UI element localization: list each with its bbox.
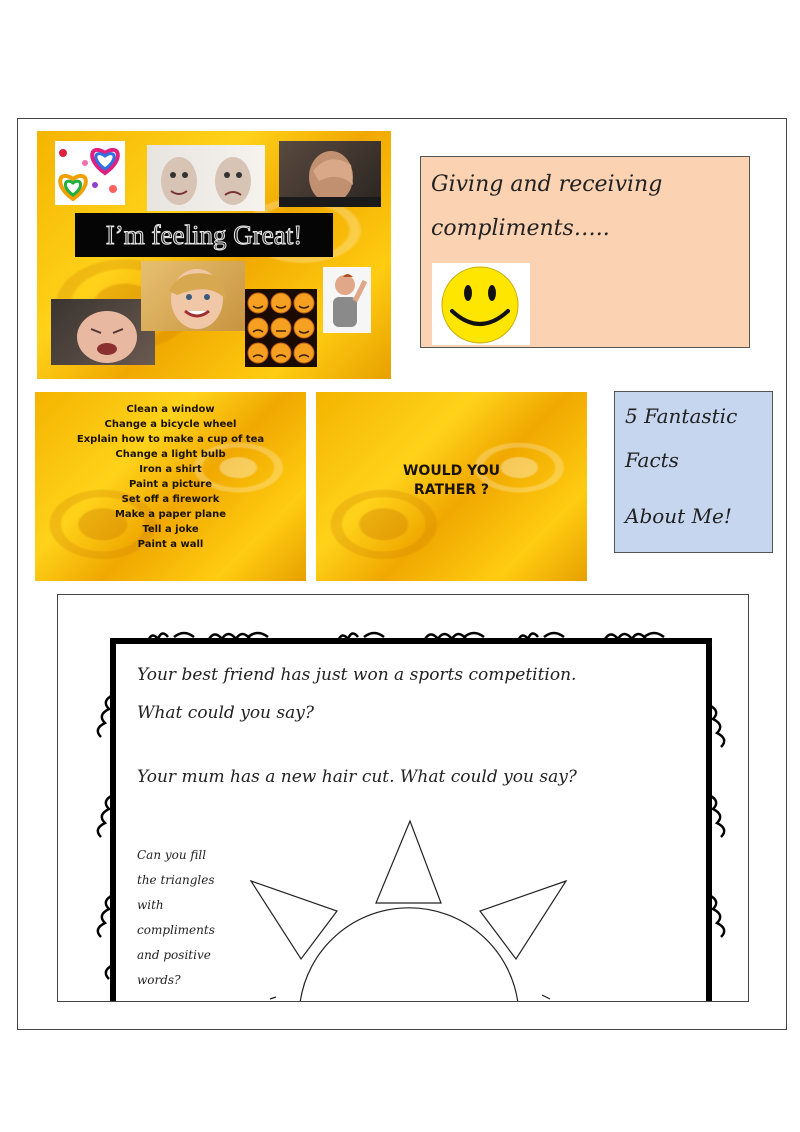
compliments-title: Giving and receiving compliments….. [431,172,663,241]
task-list-slide [35,392,306,581]
triangle-instructions [137,843,215,993]
list-item: Explain how to make a cup of tea [76,434,265,445]
instruction-line: compliments [137,923,215,937]
facts-line2: Facts [625,448,679,472]
list-item: Tell a joke [142,524,199,535]
would-you-rather-slide [316,392,587,581]
list-item: Paint a picture [129,479,212,490]
stressed-man-image [279,141,381,207]
instruction-line: and positive [137,948,211,962]
question2: Your mum has a new hair cut. What could you say? [137,767,577,787]
worksheet-box [57,594,749,1002]
banner-text: I’m feeling Great! [105,220,303,250]
list-item: Paint a wall [137,539,204,550]
emoji-grid-image [245,289,317,367]
feeling-banner [75,213,333,257]
facts-box [614,391,773,553]
would-you-line1: WOULD YOU [402,463,501,479]
instruction-line: Can you fill [137,848,207,862]
feelings-slide [37,131,391,379]
list-item: Set off a firework [121,494,220,505]
facts-line3: About Me! [625,504,732,528]
list-item: Iron a shirt [139,464,202,475]
question1-line2: What could you say? [137,703,314,723]
instruction-line: with [137,898,164,912]
faces-image [147,145,265,211]
facts-line1: 5 Fantastic [625,404,738,428]
crying-baby-image [51,299,155,365]
would-you-line2: RATHER ? [413,482,490,498]
list-item: Change a bicycle wheel [104,419,237,430]
question1-line1: Your best friend has just won a sports competition. [137,665,577,685]
list-item: Change a light bulb [115,449,226,460]
instruction-line: the triangles [137,873,215,887]
cheering-person-image [323,267,371,333]
instruction-line: words? [137,973,181,987]
smiling-girl-image [141,261,245,331]
hearts-image [55,141,125,205]
list-item: Make a paper plane [114,509,227,520]
smiley-image [432,263,530,345]
list-item: Clean a window [126,404,215,415]
